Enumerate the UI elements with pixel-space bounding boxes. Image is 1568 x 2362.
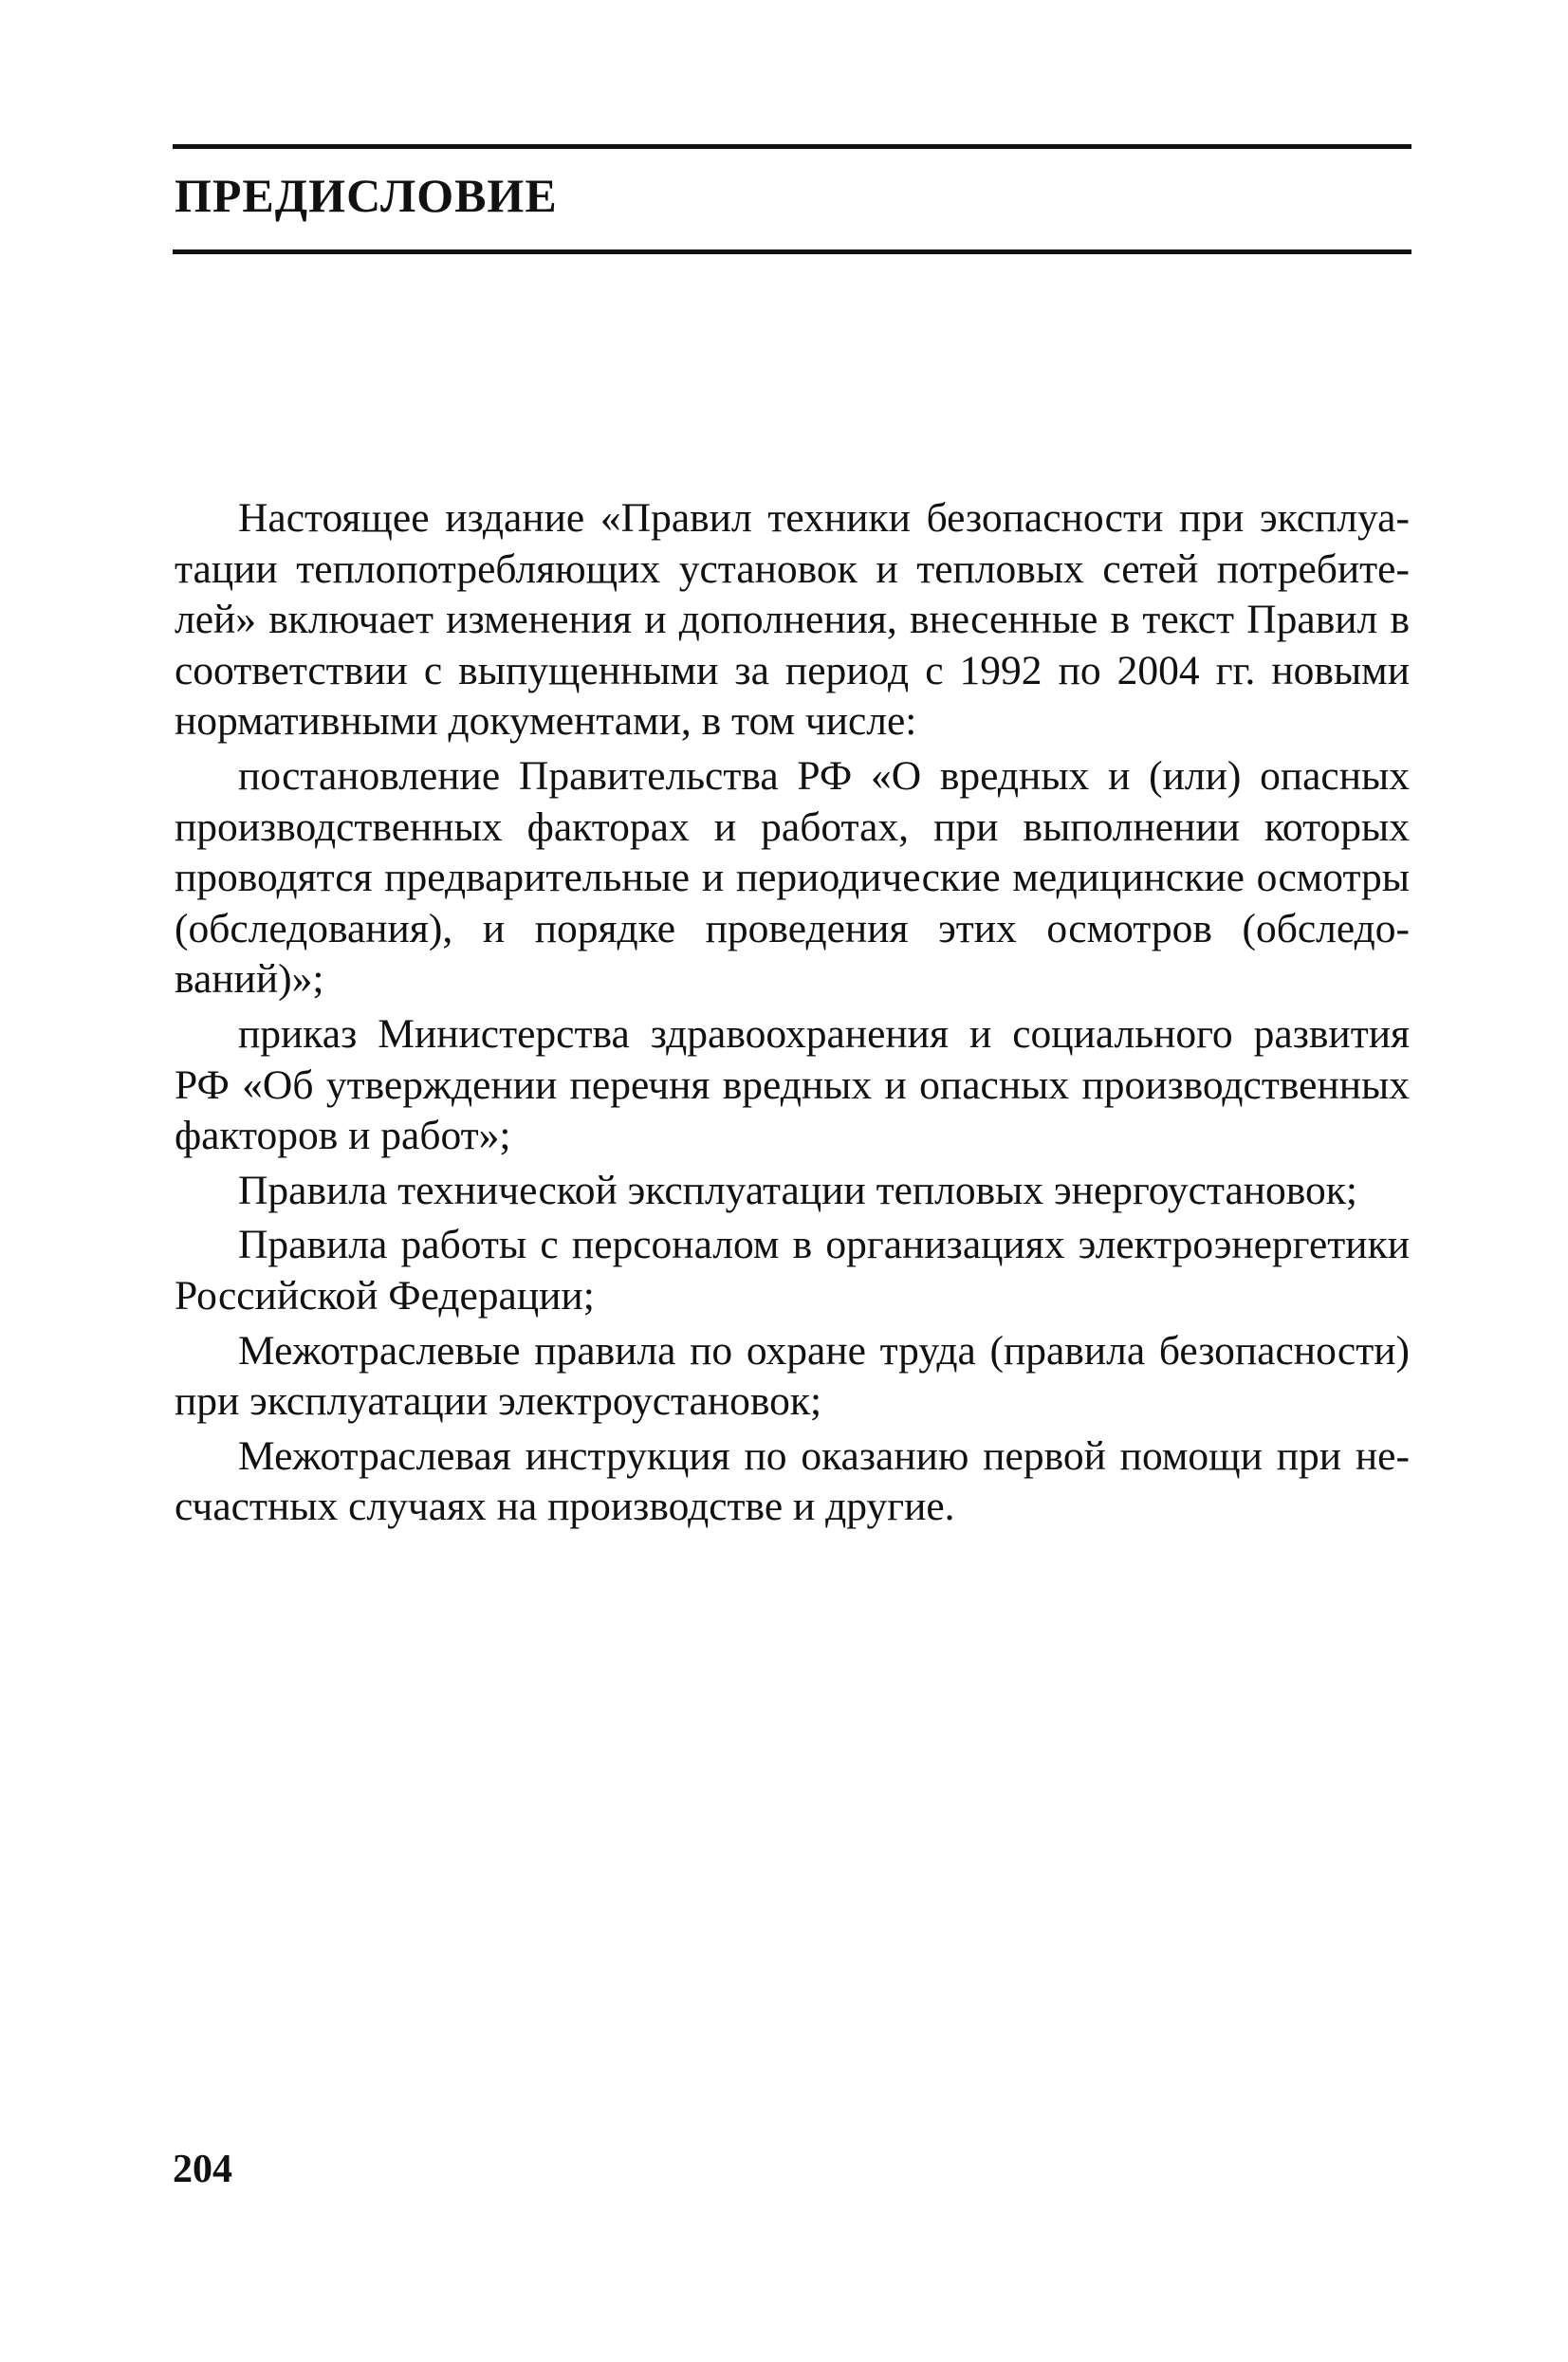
list-item-ministry-order: приказ Министерства здравоохранения и социального развития РФ «Об утверждении перечня вредных и опасных производственных факторов и работ»; — [175, 1010, 1410, 1159]
list-item-first-aid-instruction: Межотраслевая инструкция по оказанию первой помощи при несчастных случаях на производстве и другие. — [175, 1432, 1410, 1530]
list-item-government-decree: постановление Правительства РФ «О вредных и (или) опасных производственных факторах и работах, при выполнении которых проводятся предварительные и периодические медицинские осмотры (обследования), и порядке проведения этих осмотров (обследований)»; — [175, 752, 1410, 1003]
list-item-safety-rules: Межотраслевые правила по охране труда (правила безопасности) при эксплуатации электроустановок; — [175, 1327, 1410, 1425]
heading-top-rule — [173, 144, 1411, 149]
intro-paragraph: Настоящее издание «Правил техники безопасности при эксплуатации теплопотребляющих установок и тепловых сетей потребителей» включает изменения и дополнения, внесенные в текст Правил в соответствии с выпущенными за период с 1992 по 2004 гг. новыми нормативными документами, в том числе: — [175, 495, 1410, 745]
heading-bottom-rule — [173, 249, 1411, 254]
page-number: 204 — [173, 2148, 232, 2191]
list-item-thermal-rules: Правила технической эксплуатации тепловых энергоустановок; — [238, 1167, 1358, 1213]
list-item-personnel-rules: Правила работы с персоналом в организациях электроэнергетики Российской Федерации; — [175, 1222, 1410, 1319]
section-heading: ПРЕДИСЛОВИЕ — [175, 169, 558, 222]
preface-body — [175, 493, 1410, 1537]
